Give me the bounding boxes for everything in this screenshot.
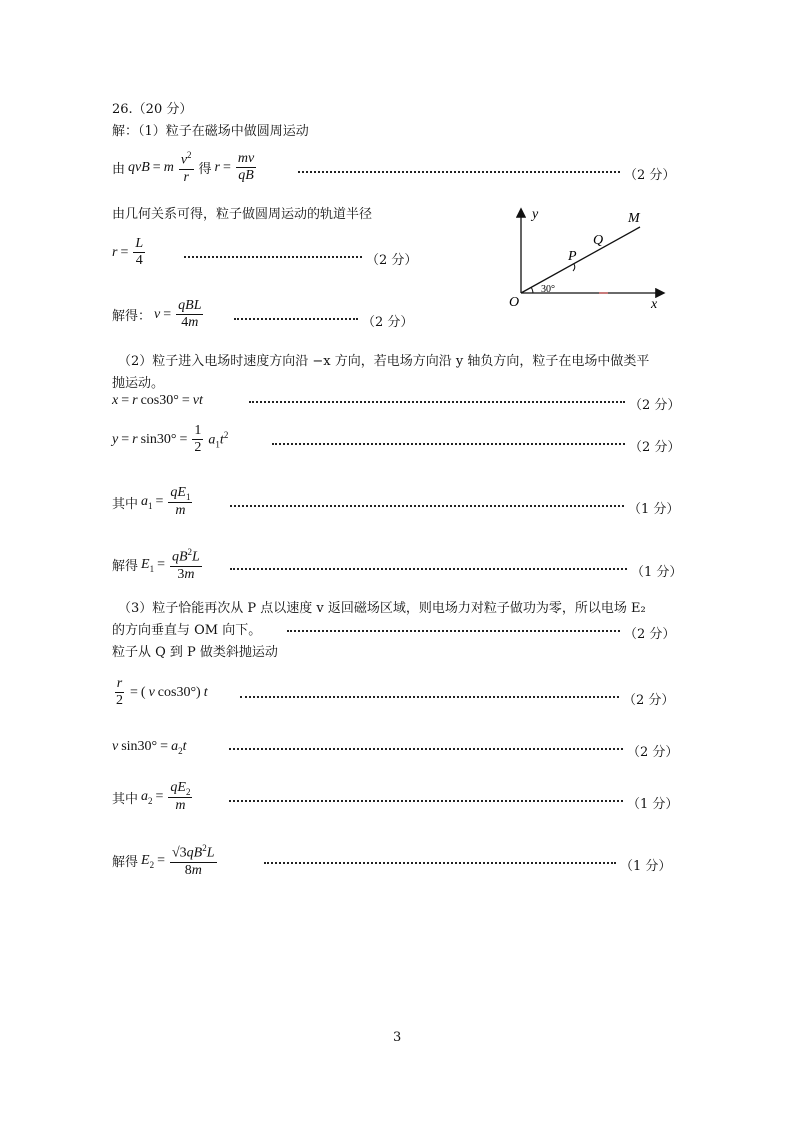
- equation-a1: 其中 $a_1$ = $\frac{qE_1}{m}$: [112, 485, 191, 519]
- score-leader: [264, 862, 616, 864]
- score-leader: [229, 800, 623, 802]
- score-leader: [184, 256, 362, 258]
- part3-line1: （3）粒子恰能再次从 P 点以速度 v 返回磁场区域，则电场力对粒子做功为零，所以电场 E₂: [118, 601, 646, 616]
- problem-header: 26.（20 分）: [112, 102, 193, 117]
- score-leader: [298, 171, 620, 173]
- angle-label: 30°: [541, 284, 555, 295]
- equation-radius: r = $\frac{L}{4}$: [112, 236, 144, 269]
- equation-a2: 其中 $a_2$ = $\frac{qE_2}{m}$: [112, 780, 191, 814]
- score: （2 分）: [623, 693, 675, 708]
- angle-arc: [531, 287, 533, 293]
- score: （2 分）: [629, 440, 681, 455]
- line-om: [521, 227, 640, 293]
- score-leader: [272, 443, 625, 445]
- score-leader: [229, 748, 623, 750]
- part2-line2: 抛运动。: [112, 376, 165, 391]
- score: （2 分）: [629, 398, 681, 413]
- score-leader: [249, 401, 625, 403]
- score: （2 分）: [627, 745, 679, 760]
- score-leader: [230, 505, 624, 507]
- label-y: y: [532, 207, 539, 222]
- trajectory-arc: [573, 264, 575, 271]
- part1-intro: 解：（1）粒子在磁场中做圆周运动: [112, 124, 309, 139]
- label-o: O: [509, 295, 520, 310]
- equation-force-balance: 由 qvB = m $\frac{v^2}{r}$ 得 r = $\frac{mv}{qB}$: [112, 150, 255, 185]
- label-p: P: [568, 249, 577, 264]
- coordinate-figure: [500, 200, 680, 315]
- score: （2 分）: [624, 168, 676, 183]
- score: （1 分）: [627, 797, 679, 812]
- geometry-text: 由几何关系可得，粒子做圆周运动的轨道半径: [112, 207, 373, 222]
- part3-line2: 的方向垂直与 OM 向下。: [112, 623, 262, 638]
- equation-velocity: 解得： v = $\frac{\text{qBL}}{4m}$: [112, 298, 202, 331]
- label-m: M: [628, 211, 640, 226]
- page-number: 3: [393, 1030, 402, 1045]
- score: （1 分）: [620, 859, 672, 874]
- equation-x-motion: x = r cos30° = vt: [112, 393, 203, 408]
- score-leader: [234, 318, 358, 320]
- equation-e2: 解得 $E_2$ = $\frac{√3qB^2L}{8m}$: [112, 843, 215, 878]
- equation-e1: 解得 $E_1$ = $\frac{qB^2L}{3m}$: [112, 547, 200, 582]
- part3-line3: 粒子从 Q 到 P 做类斜抛运动: [112, 645, 278, 660]
- score-leader: [240, 696, 619, 698]
- score-leader: [287, 630, 620, 632]
- score-leader: [230, 568, 627, 570]
- score: （1 分）: [631, 565, 683, 580]
- label-q: Q: [593, 233, 604, 248]
- equation-vsin: v sin30° = $a_2t$: [112, 739, 187, 756]
- label-x: x: [651, 297, 658, 312]
- score: （1 分）: [628, 502, 680, 517]
- equation-half-r: $\frac{r}{2}$ = ( v cos30°) t: [116, 676, 208, 709]
- part2-line1: （2）粒子进入电场时速度方向沿 −x 方向，若电场方向沿 y 轴负方向，粒子在电场中做类平: [118, 354, 650, 369]
- equation-y-motion: y = r sin30° = $\frac{1}{2}$ $a_1t^2$: [112, 423, 229, 456]
- score: （2 分）: [624, 627, 676, 642]
- score: （2 分）: [366, 253, 418, 268]
- score: （2 分）: [362, 315, 414, 330]
